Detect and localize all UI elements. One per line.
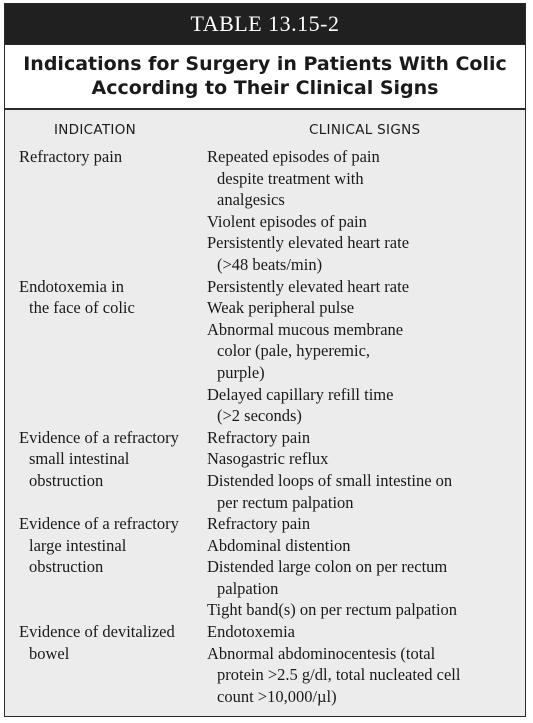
table-row [5, 621, 525, 707]
indication-line: Endotoxemia in [19, 276, 124, 296]
indication-cell [5, 146, 207, 276]
table-row [5, 146, 525, 276]
column-header-clinical-signs: CLINICAL SIGNS [309, 122, 421, 138]
clinical-sign [207, 535, 521, 557]
clinical-sign-line: Distended loops of small intestine on [207, 470, 453, 490]
clinical-sign-line: Violent episodes of pain [207, 211, 367, 231]
clinical-sign-line: protein >2.5 g/dl, total nucleated cell [217, 665, 461, 685]
clinical-sign-line: color (pale, hyperemic, [217, 341, 371, 361]
clinical-sign-line: Refractory pain [207, 427, 311, 447]
clinical-sign [207, 211, 521, 233]
clinical-signs-cell [207, 427, 525, 513]
clinical-signs-cell [207, 146, 525, 276]
clinical-sign-line: Abnormal abdominocentesis (total [207, 643, 436, 663]
indication-cell [5, 621, 207, 707]
clinical-signs-cell [207, 621, 525, 707]
indication-line: large intestinal [29, 535, 127, 555]
clinical-sign-line: purple) [217, 362, 265, 382]
table [4, 3, 526, 717]
clinical-sign [207, 232, 521, 275]
clinical-sign-line: Abnormal mucous membrane [207, 319, 404, 339]
clinical-sign [207, 643, 521, 708]
clinical-sign [207, 276, 521, 298]
clinical-sign [207, 384, 521, 427]
table-title-line: Indications for Surgery in Patients With Colic [23, 53, 507, 75]
clinical-sign [207, 556, 521, 599]
clinical-sign-line: Repeated episodes of pain [207, 147, 380, 166]
table-row [5, 513, 525, 621]
clinical-sign [207, 621, 521, 643]
clinical-sign-line: per rectum palpation [217, 492, 354, 512]
clinical-sign-line: (>48 beats/min) [217, 254, 323, 274]
clinical-sign-line: Distended large colon on per rectum [207, 557, 448, 577]
clinical-sign [207, 513, 521, 535]
indication-line: Evidence of a refractory [19, 514, 179, 534]
table-number: TABLE 13.15-2 [5, 4, 525, 44]
clinical-sign [207, 470, 521, 513]
clinical-signs-cell [207, 276, 525, 427]
indication-line: Evidence of a refractory [19, 427, 179, 447]
table-row [5, 276, 525, 427]
indication-line: bowel [29, 643, 70, 663]
clinical-sign-line: palpation [217, 578, 279, 598]
indication-line: obstruction [29, 557, 104, 577]
clinical-sign-line: Refractory pain [207, 514, 311, 534]
clinical-sign-line: Weak peripheral pulse [207, 298, 355, 318]
table-title-line: According to Their Clinical Signs [91, 77, 439, 99]
indication-cell [5, 427, 207, 513]
clinical-sign-line: Persistently elevated heart rate [207, 276, 410, 296]
column-header-indication: INDICATION [54, 122, 137, 138]
clinical-sign-line: Nasogastric reflux [207, 449, 329, 469]
clinical-sign [207, 146, 521, 211]
clinical-sign [207, 599, 521, 621]
indication-cell [5, 276, 207, 427]
clinical-sign-line: Endotoxemia [207, 622, 295, 642]
indication-line: the face of colic [29, 298, 135, 318]
clinical-sign-line: (>2 seconds) [217, 406, 302, 426]
indication-line: small intestinal [29, 449, 130, 469]
clinical-sign-line: analgesics [217, 190, 285, 210]
clinical-sign-line: despite treatment with [217, 168, 364, 188]
indication-cell [5, 513, 207, 621]
clinical-sign [207, 319, 521, 384]
table-body [5, 146, 525, 707]
clinical-sign-line: count >10,000/µl) [217, 686, 337, 706]
indication-line: obstruction [29, 470, 104, 490]
clinical-sign [207, 297, 521, 319]
indication-line: Refractory pain [19, 147, 123, 166]
clinical-sign [207, 448, 521, 470]
clinical-sign [207, 427, 521, 449]
clinical-sign-line: Persistently elevated heart rate [207, 233, 410, 253]
clinical-signs-cell [207, 513, 525, 621]
table-title [5, 44, 525, 110]
table-row [5, 427, 525, 513]
indication-line: Evidence of devitalized [19, 622, 175, 642]
clinical-sign-line: Tight band(s) on per rectum palpation [207, 600, 458, 620]
clinical-sign-line: Abdominal distention [207, 535, 351, 555]
clinical-sign-line: Delayed capillary refill time [207, 384, 394, 404]
